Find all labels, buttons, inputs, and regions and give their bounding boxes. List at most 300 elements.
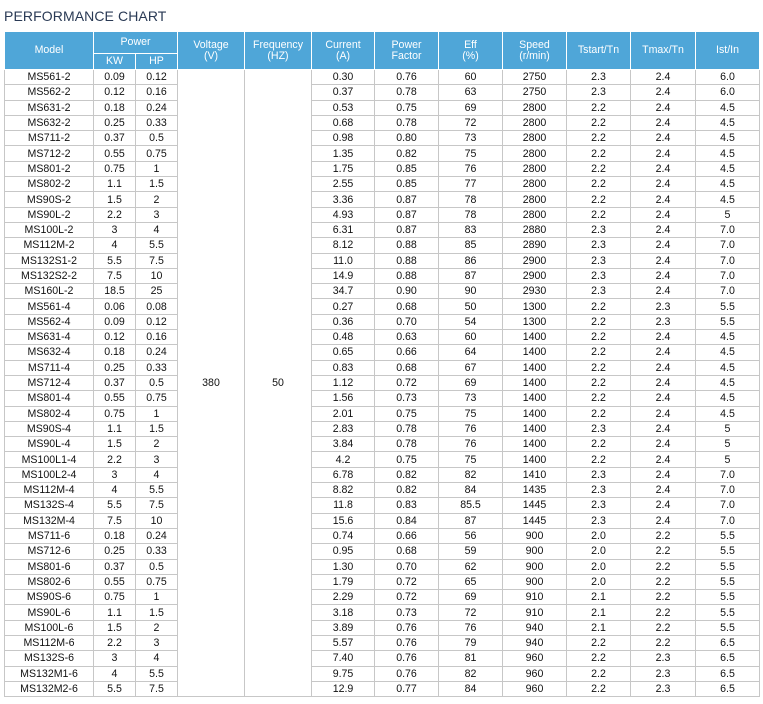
cell-tstart: 2.2 [567,681,631,696]
cell-tmax: 2.4 [631,330,696,345]
cell-kw: 0.18 [94,345,136,360]
cell-speed: 1400 [503,360,567,375]
table-row [5,70,760,85]
table-row [5,437,760,452]
cell-ist: 5 [696,207,760,222]
cell-speed: 2800 [503,192,567,207]
cell-tmax: 2.4 [631,345,696,360]
cell-speed: 900 [503,544,567,559]
cell-eff: 73 [439,131,503,146]
cell-model: MS712-2 [5,146,94,161]
cell-tstart: 2.1 [567,620,631,635]
cell-speed: 2750 [503,70,567,85]
table-row [5,605,760,620]
cell-eff: 73 [439,391,503,406]
cell-power-factor: 0.68 [375,544,439,559]
cell-power-factor: 0.83 [375,498,439,513]
cell-model: MS802-6 [5,574,94,589]
cell-tstart: 2.2 [567,360,631,375]
table-row [5,544,760,559]
cell-tstart: 2.3 [567,284,631,299]
cell-ist: 5.5 [696,620,760,635]
cell-tstart: 2.3 [567,222,631,237]
cell-tmax: 2.4 [631,100,696,115]
cell-current: 15.6 [312,513,375,528]
cell-eff: 72 [439,115,503,130]
cell-speed: 2880 [503,222,567,237]
cell-kw: 0.75 [94,590,136,605]
cell-tmax: 2.2 [631,559,696,574]
cell-speed: 2900 [503,253,567,268]
cell-power-factor: 0.76 [375,635,439,650]
cell-ist: 4.5 [696,345,760,360]
cell-ist: 6.5 [696,651,760,666]
cell-tmax: 2.4 [631,391,696,406]
cell-tmax: 2.2 [631,605,696,620]
table-row [5,238,760,253]
cell-current: 0.53 [312,100,375,115]
cell-tmax: 2.4 [631,498,696,513]
table-row [5,574,760,589]
cell-hp: 0.24 [136,528,178,543]
cell-ist: 4.5 [696,131,760,146]
cell-current: 1.79 [312,574,375,589]
cell-power-factor: 0.78 [375,115,439,130]
cell-eff: 54 [439,314,503,329]
cell-tstart: 2.3 [567,483,631,498]
cell-model: MS90S-2 [5,192,94,207]
cell-kw: 0.75 [94,161,136,176]
cell-eff: 82 [439,467,503,482]
cell-current: 14.9 [312,268,375,283]
cell-model: MS132M-4 [5,513,94,528]
cell-eff: 79 [439,635,503,650]
cell-ist: 4.5 [696,100,760,115]
cell-speed: 1400 [503,345,567,360]
cell-model: MS561-4 [5,299,94,314]
cell-speed: 1400 [503,421,567,436]
cell-model: MS132M1-6 [5,666,94,681]
table-body [5,70,760,697]
cell-speed: 2890 [503,238,567,253]
cell-ist: 4.5 [696,115,760,130]
cell-ist: 4.5 [696,146,760,161]
cell-model: MS100L2-4 [5,467,94,482]
cell-model: MS801-2 [5,161,94,176]
cell-tmax: 2.4 [631,177,696,192]
cell-kw: 4 [94,666,136,681]
cell-eff: 82 [439,666,503,681]
cell-eff: 75 [439,406,503,421]
cell-power-factor: 0.70 [375,314,439,329]
cell-current: 0.83 [312,360,375,375]
table-row [5,192,760,207]
cell-tstart: 2.0 [567,544,631,559]
cell-current: 1.12 [312,375,375,390]
cell-power-factor: 0.66 [375,528,439,543]
cell-current: 0.65 [312,345,375,360]
table-row [5,681,760,696]
cell-speed: 1400 [503,452,567,467]
cell-current: 0.48 [312,330,375,345]
cell-eff: 76 [439,437,503,452]
cell-eff: 69 [439,375,503,390]
cell-current: 4.2 [312,452,375,467]
cell-power-factor: 0.68 [375,299,439,314]
cell-current: 7.40 [312,651,375,666]
cell-eff: 62 [439,559,503,574]
cell-eff: 67 [439,360,503,375]
cell-current: 11.0 [312,253,375,268]
cell-eff: 69 [439,100,503,115]
cell-kw: 0.55 [94,146,136,161]
cell-tstart: 2.2 [567,207,631,222]
cell-tstart: 2.2 [567,375,631,390]
table-row [5,666,760,681]
cell-kw: 0.09 [94,70,136,85]
cell-hp: 10 [136,268,178,283]
cell-power-factor: 0.76 [375,620,439,635]
table-row [5,253,760,268]
cell-tmax: 2.2 [631,590,696,605]
cell-tstart: 2.0 [567,559,631,574]
cell-speed: 910 [503,605,567,620]
cell-ist: 7.0 [696,483,760,498]
cell-kw: 2.2 [94,635,136,650]
cell-kw: 2.2 [94,452,136,467]
cell-speed: 1400 [503,391,567,406]
cell-tmax: 2.2 [631,574,696,589]
cell-tstart: 2.2 [567,100,631,115]
cell-ist: 4.5 [696,360,760,375]
cell-hp: 0.12 [136,70,178,85]
cell-model: MS112M-2 [5,238,94,253]
cell-power-factor: 0.78 [375,421,439,436]
cell-tstart: 2.2 [567,651,631,666]
cell-model: MS100L-2 [5,222,94,237]
cell-eff: 64 [439,345,503,360]
table-row [5,146,760,161]
cell-tstart: 2.3 [567,498,631,513]
cell-hp: 0.75 [136,391,178,406]
cell-power-factor: 0.70 [375,559,439,574]
cell-power-factor: 0.84 [375,513,439,528]
cell-power-factor: 0.76 [375,70,439,85]
cell-power-factor: 0.87 [375,222,439,237]
cell-ist: 7.0 [696,238,760,253]
cell-tstart: 2.3 [567,253,631,268]
table-row [5,207,760,222]
cell-power-factor: 0.85 [375,161,439,176]
header-model: Model [5,32,94,70]
table-row [5,406,760,421]
cell-tmax: 2.3 [631,299,696,314]
header-power-factor: Power Factor [375,32,439,70]
cell-eff: 50 [439,299,503,314]
cell-current: 1.35 [312,146,375,161]
cell-ist: 4.5 [696,375,760,390]
table-row [5,635,760,650]
header-ist: Ist/In [696,32,760,70]
cell-current: 0.36 [312,314,375,329]
cell-speed: 2800 [503,177,567,192]
table-row [5,299,760,314]
cell-tmax: 2.4 [631,146,696,161]
cell-speed: 900 [503,528,567,543]
cell-kw: 7.5 [94,513,136,528]
cell-model: MS132S-4 [5,498,94,513]
header-tstart: Tstart/Tn [567,32,631,70]
performance-table [4,31,760,697]
table-row [5,284,760,299]
cell-eff: 81 [439,651,503,666]
cell-model: MS132S1-2 [5,253,94,268]
cell-eff: 76 [439,161,503,176]
cell-tstart: 2.2 [567,314,631,329]
cell-power-factor: 0.78 [375,85,439,100]
cell-hp: 1 [136,590,178,605]
cell-kw: 18.5 [94,284,136,299]
cell-hp: 25 [136,284,178,299]
table-row [5,483,760,498]
cell-power-factor: 0.82 [375,483,439,498]
cell-current: 0.27 [312,299,375,314]
cell-ist: 5 [696,452,760,467]
cell-power-factor: 0.75 [375,452,439,467]
page-title: PERFORMANCE CHART [4,8,167,24]
cell-ist: 7.0 [696,284,760,299]
cell-kw: 0.12 [94,330,136,345]
cell-model: MS711-2 [5,131,94,146]
cell-speed: 940 [503,620,567,635]
cell-ist: 5 [696,421,760,436]
cell-current: 0.74 [312,528,375,543]
cell-hp: 3 [136,207,178,222]
cell-ist: 7.0 [696,222,760,237]
cell-ist: 7.0 [696,467,760,482]
cell-voltage: 380 [178,70,245,697]
cell-tstart: 2.2 [567,192,631,207]
cell-hp: 4 [136,651,178,666]
cell-speed: 1400 [503,437,567,452]
cell-model: MS562-4 [5,314,94,329]
cell-kw: 1.1 [94,177,136,192]
cell-eff: 56 [439,528,503,543]
cell-model: MS90S-4 [5,421,94,436]
cell-speed: 2800 [503,207,567,222]
cell-hp: 0.5 [136,131,178,146]
cell-tstart: 2.2 [567,437,631,452]
table-row [5,452,760,467]
cell-tmax: 2.4 [631,375,696,390]
cell-hp: 0.33 [136,115,178,130]
cell-current: 3.89 [312,620,375,635]
cell-power-factor: 0.73 [375,391,439,406]
cell-power-factor: 0.63 [375,330,439,345]
cell-tmax: 2.4 [631,115,696,130]
cell-hp: 5.5 [136,483,178,498]
cell-tstart: 2.3 [567,467,631,482]
cell-speed: 2800 [503,146,567,161]
cell-ist: 5.5 [696,559,760,574]
cell-current: 3.18 [312,605,375,620]
cell-current: 8.12 [312,238,375,253]
cell-tmax: 2.4 [631,452,696,467]
cell-power-factor: 0.80 [375,131,439,146]
cell-speed: 960 [503,681,567,696]
cell-power-factor: 0.72 [375,574,439,589]
table-row [5,222,760,237]
cell-kw: 5.5 [94,253,136,268]
cell-tstart: 2.3 [567,85,631,100]
cell-tstart: 2.1 [567,590,631,605]
cell-tstart: 2.3 [567,268,631,283]
cell-tmax: 2.4 [631,513,696,528]
cell-ist: 5.5 [696,544,760,559]
cell-ist: 4.5 [696,330,760,345]
cell-hp: 3 [136,635,178,650]
cell-tmax: 2.3 [631,681,696,696]
cell-hp: 1.5 [136,421,178,436]
cell-ist: 6.5 [696,666,760,681]
cell-model: MS712-6 [5,544,94,559]
cell-tmax: 2.4 [631,483,696,498]
cell-speed: 1300 [503,314,567,329]
cell-model: MS711-4 [5,360,94,375]
cell-speed: 1400 [503,375,567,390]
cell-kw: 0.25 [94,360,136,375]
cell-eff: 59 [439,544,503,559]
cell-eff: 76 [439,620,503,635]
cell-eff: 75 [439,452,503,467]
cell-eff: 87 [439,513,503,528]
cell-kw: 4 [94,483,136,498]
cell-hp: 4 [136,467,178,482]
cell-eff: 72 [439,605,503,620]
cell-ist: 4.5 [696,161,760,176]
cell-hp: 7.5 [136,498,178,513]
table-row [5,620,760,635]
table-row [5,528,760,543]
cell-kw: 1.5 [94,620,136,635]
cell-tmax: 2.4 [631,238,696,253]
cell-current: 6.78 [312,467,375,482]
cell-current: 2.83 [312,421,375,436]
cell-ist: 6.0 [696,85,760,100]
cell-model: MS90S-6 [5,590,94,605]
cell-speed: 1435 [503,483,567,498]
cell-speed: 2800 [503,131,567,146]
cell-kw: 1.1 [94,421,136,436]
cell-model: MS100L1-4 [5,452,94,467]
header-power: Power [94,32,178,54]
cell-eff: 90 [439,284,503,299]
table-row [5,590,760,605]
cell-frequency: 50 [245,70,312,697]
cell-current: 0.68 [312,115,375,130]
cell-model: MS561-2 [5,70,94,85]
cell-eff: 78 [439,207,503,222]
cell-current: 3.36 [312,192,375,207]
cell-ist: 5.5 [696,528,760,543]
cell-kw: 3 [94,651,136,666]
cell-hp: 7.5 [136,253,178,268]
cell-tstart: 2.0 [567,574,631,589]
cell-tstart: 2.1 [567,605,631,620]
cell-hp: 0.16 [136,85,178,100]
cell-kw: 0.18 [94,528,136,543]
cell-power-factor: 0.68 [375,360,439,375]
cell-model: MS802-4 [5,406,94,421]
table-row [5,375,760,390]
cell-speed: 2900 [503,268,567,283]
cell-kw: 0.18 [94,100,136,115]
cell-speed: 940 [503,635,567,650]
cell-power-factor: 0.78 [375,437,439,452]
cell-power-factor: 0.72 [375,590,439,605]
cell-speed: 1410 [503,467,567,482]
cell-tmax: 2.3 [631,314,696,329]
cell-tmax: 2.4 [631,207,696,222]
cell-hp: 2 [136,192,178,207]
cell-model: MS90L-6 [5,605,94,620]
header-speed: Speed (r/min) [503,32,567,70]
cell-kw: 0.37 [94,375,136,390]
table-row [5,513,760,528]
performance-table-container [4,31,759,697]
cell-model: MS132M2-6 [5,681,94,696]
cell-model: MS632-2 [5,115,94,130]
cell-eff: 78 [439,192,503,207]
cell-model: MS132S2-2 [5,268,94,283]
cell-tmax: 2.4 [631,284,696,299]
cell-current: 1.75 [312,161,375,176]
cell-model: MS801-6 [5,559,94,574]
cell-tmax: 2.2 [631,544,696,559]
cell-eff: 76 [439,421,503,436]
cell-current: 8.82 [312,483,375,498]
cell-ist: 5.5 [696,314,760,329]
header-current: Current (A) [312,32,375,70]
cell-kw: 0.25 [94,544,136,559]
cell-current: 12.9 [312,681,375,696]
cell-speed: 1300 [503,299,567,314]
cell-current: 1.30 [312,559,375,574]
cell-power-factor: 0.82 [375,467,439,482]
cell-ist: 5.5 [696,605,760,620]
cell-kw: 0.09 [94,314,136,329]
header-eff: Eff (%) [439,32,503,70]
cell-speed: 1445 [503,498,567,513]
table-header [5,32,760,70]
cell-ist: 4.5 [696,192,760,207]
cell-speed: 1400 [503,330,567,345]
header-kw: KW [94,54,136,70]
table-row [5,314,760,329]
cell-tstart: 2.3 [567,238,631,253]
cell-tmax: 2.3 [631,651,696,666]
cell-eff: 84 [439,681,503,696]
header-frequency: Frequency (HZ) [245,32,312,70]
cell-eff: 83 [439,222,503,237]
cell-ist: 6.0 [696,70,760,85]
cell-current: 2.01 [312,406,375,421]
cell-eff: 63 [439,85,503,100]
cell-tmax: 2.2 [631,635,696,650]
cell-tmax: 2.4 [631,268,696,283]
cell-kw: 7.5 [94,268,136,283]
cell-speed: 910 [503,590,567,605]
